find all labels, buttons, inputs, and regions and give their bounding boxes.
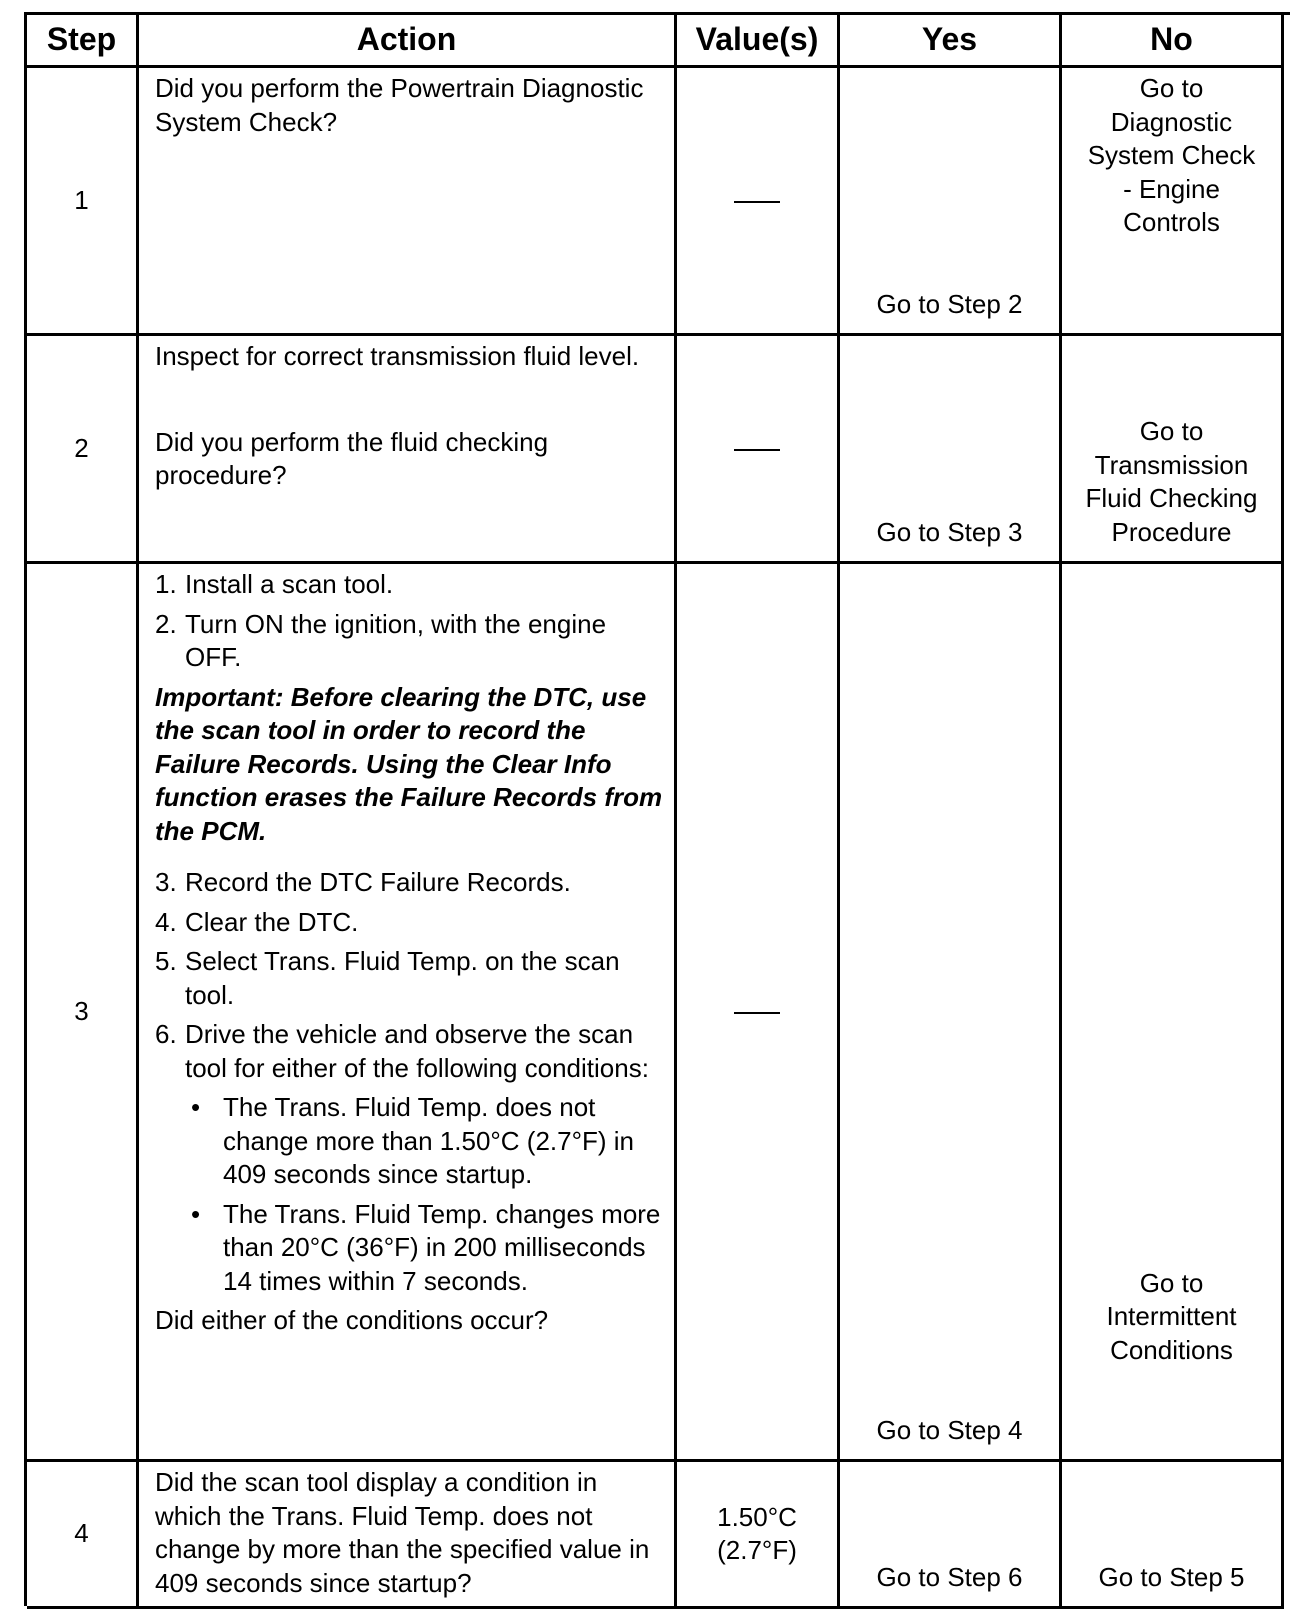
no-link[interactable]: Go to Transmission Fluid Checking Procedure xyxy=(1085,416,1258,547)
yes-cell xyxy=(840,336,1062,564)
value-cell xyxy=(677,564,840,1462)
conditions-list xyxy=(155,1091,664,1298)
header-values: Value(s) xyxy=(677,15,840,68)
step-number: 3 xyxy=(27,564,139,1462)
yes-link[interactable]: Go to Step 2 xyxy=(876,288,1023,319)
no-value-dash xyxy=(734,201,780,203)
list-item: • The Trans. Fluid Temp. does not change more than 1.50°C (2.7°F) in 409 seconds since startup. xyxy=(191,1091,664,1192)
action-cell xyxy=(139,564,677,1462)
yes-link[interactable]: Go to Step 3 xyxy=(876,516,1023,547)
action-text: Did you perform the Powertrain Diagnostic System Check? xyxy=(155,73,644,137)
action-text: Inspect for correct transmission fluid level. xyxy=(155,341,640,371)
header-step: Step xyxy=(27,15,139,68)
list-item: 2. Turn ON the ignition, with the engine OFF. xyxy=(155,608,607,672)
no-cell xyxy=(1062,564,1284,1462)
no-value-dash xyxy=(734,1012,780,1014)
yes-link[interactable]: Go to Step 6 xyxy=(876,1561,1023,1592)
action-cell xyxy=(139,68,677,336)
list-item: 6. Drive the vehicle and observe the scan tool for either of the following conditions: xyxy=(155,1019,649,1083)
no-cell xyxy=(1062,336,1284,564)
list-item: 3. Record the DTC Failure Records. xyxy=(155,867,571,897)
yes-cell xyxy=(840,1462,1062,1609)
procedure-steps-a xyxy=(155,568,664,675)
procedure-steps-b xyxy=(155,866,664,1085)
step-number: 2 xyxy=(27,336,139,564)
list-item: 1. Install a scan tool. xyxy=(155,569,394,599)
list-item: 4. Clear the DTC. xyxy=(155,906,359,937)
no-value-dash xyxy=(734,449,780,451)
header-action: Action xyxy=(139,15,677,68)
bullet-icon: • xyxy=(191,1198,201,1229)
diagnostic-table xyxy=(24,12,1290,1606)
list-item: • The Trans. Fluid Temp. changes more than 20°C (36°F) in 200 milliseconds 14 times within 7 seconds. xyxy=(191,1198,664,1299)
value-cell xyxy=(677,1462,840,1609)
bullet-icon: • xyxy=(191,1092,201,1122)
no-link[interactable]: Go to Diagnostic System Check - Engine Controls xyxy=(1087,73,1256,237)
no-link[interactable]: Go to Step 5 xyxy=(1098,1561,1245,1592)
spec-value: 1.50°C (2.7°F) xyxy=(717,1501,797,1565)
action-question: Did you perform the fluid checking procedure? xyxy=(155,426,549,490)
list-item: 5. Select Trans. Fluid Temp. on the scan tool. xyxy=(155,946,620,1010)
action-cell xyxy=(139,336,677,564)
yes-link[interactable]: Go to Step 4 xyxy=(876,1414,1023,1445)
step-number: 4 xyxy=(27,1462,139,1609)
yes-cell xyxy=(840,68,1062,336)
header-yes: Yes xyxy=(840,15,1062,68)
action-text: Did the scan tool display a condition in which the Trans. Fluid Temp. does not change by more than the specified value in 409 seconds since startup? xyxy=(155,1467,650,1598)
action-question: Did either of the conditions occur? xyxy=(155,1305,549,1335)
step-number: 1 xyxy=(27,68,139,336)
yes-cell xyxy=(840,564,1062,1462)
value-cell xyxy=(677,68,840,336)
header-no: No xyxy=(1062,15,1284,68)
no-cell xyxy=(1062,68,1284,336)
important-note: Important: Before clearing the DTC, use the scan tool in order to record the Failure Records. Using the Clear Info function erases the Failure Records from the PCM. xyxy=(155,681,663,846)
value-cell xyxy=(677,336,840,564)
action-cell xyxy=(139,1462,677,1609)
no-cell xyxy=(1062,1462,1284,1609)
no-link[interactable]: Go to Intermittent Conditions xyxy=(1106,1267,1237,1365)
